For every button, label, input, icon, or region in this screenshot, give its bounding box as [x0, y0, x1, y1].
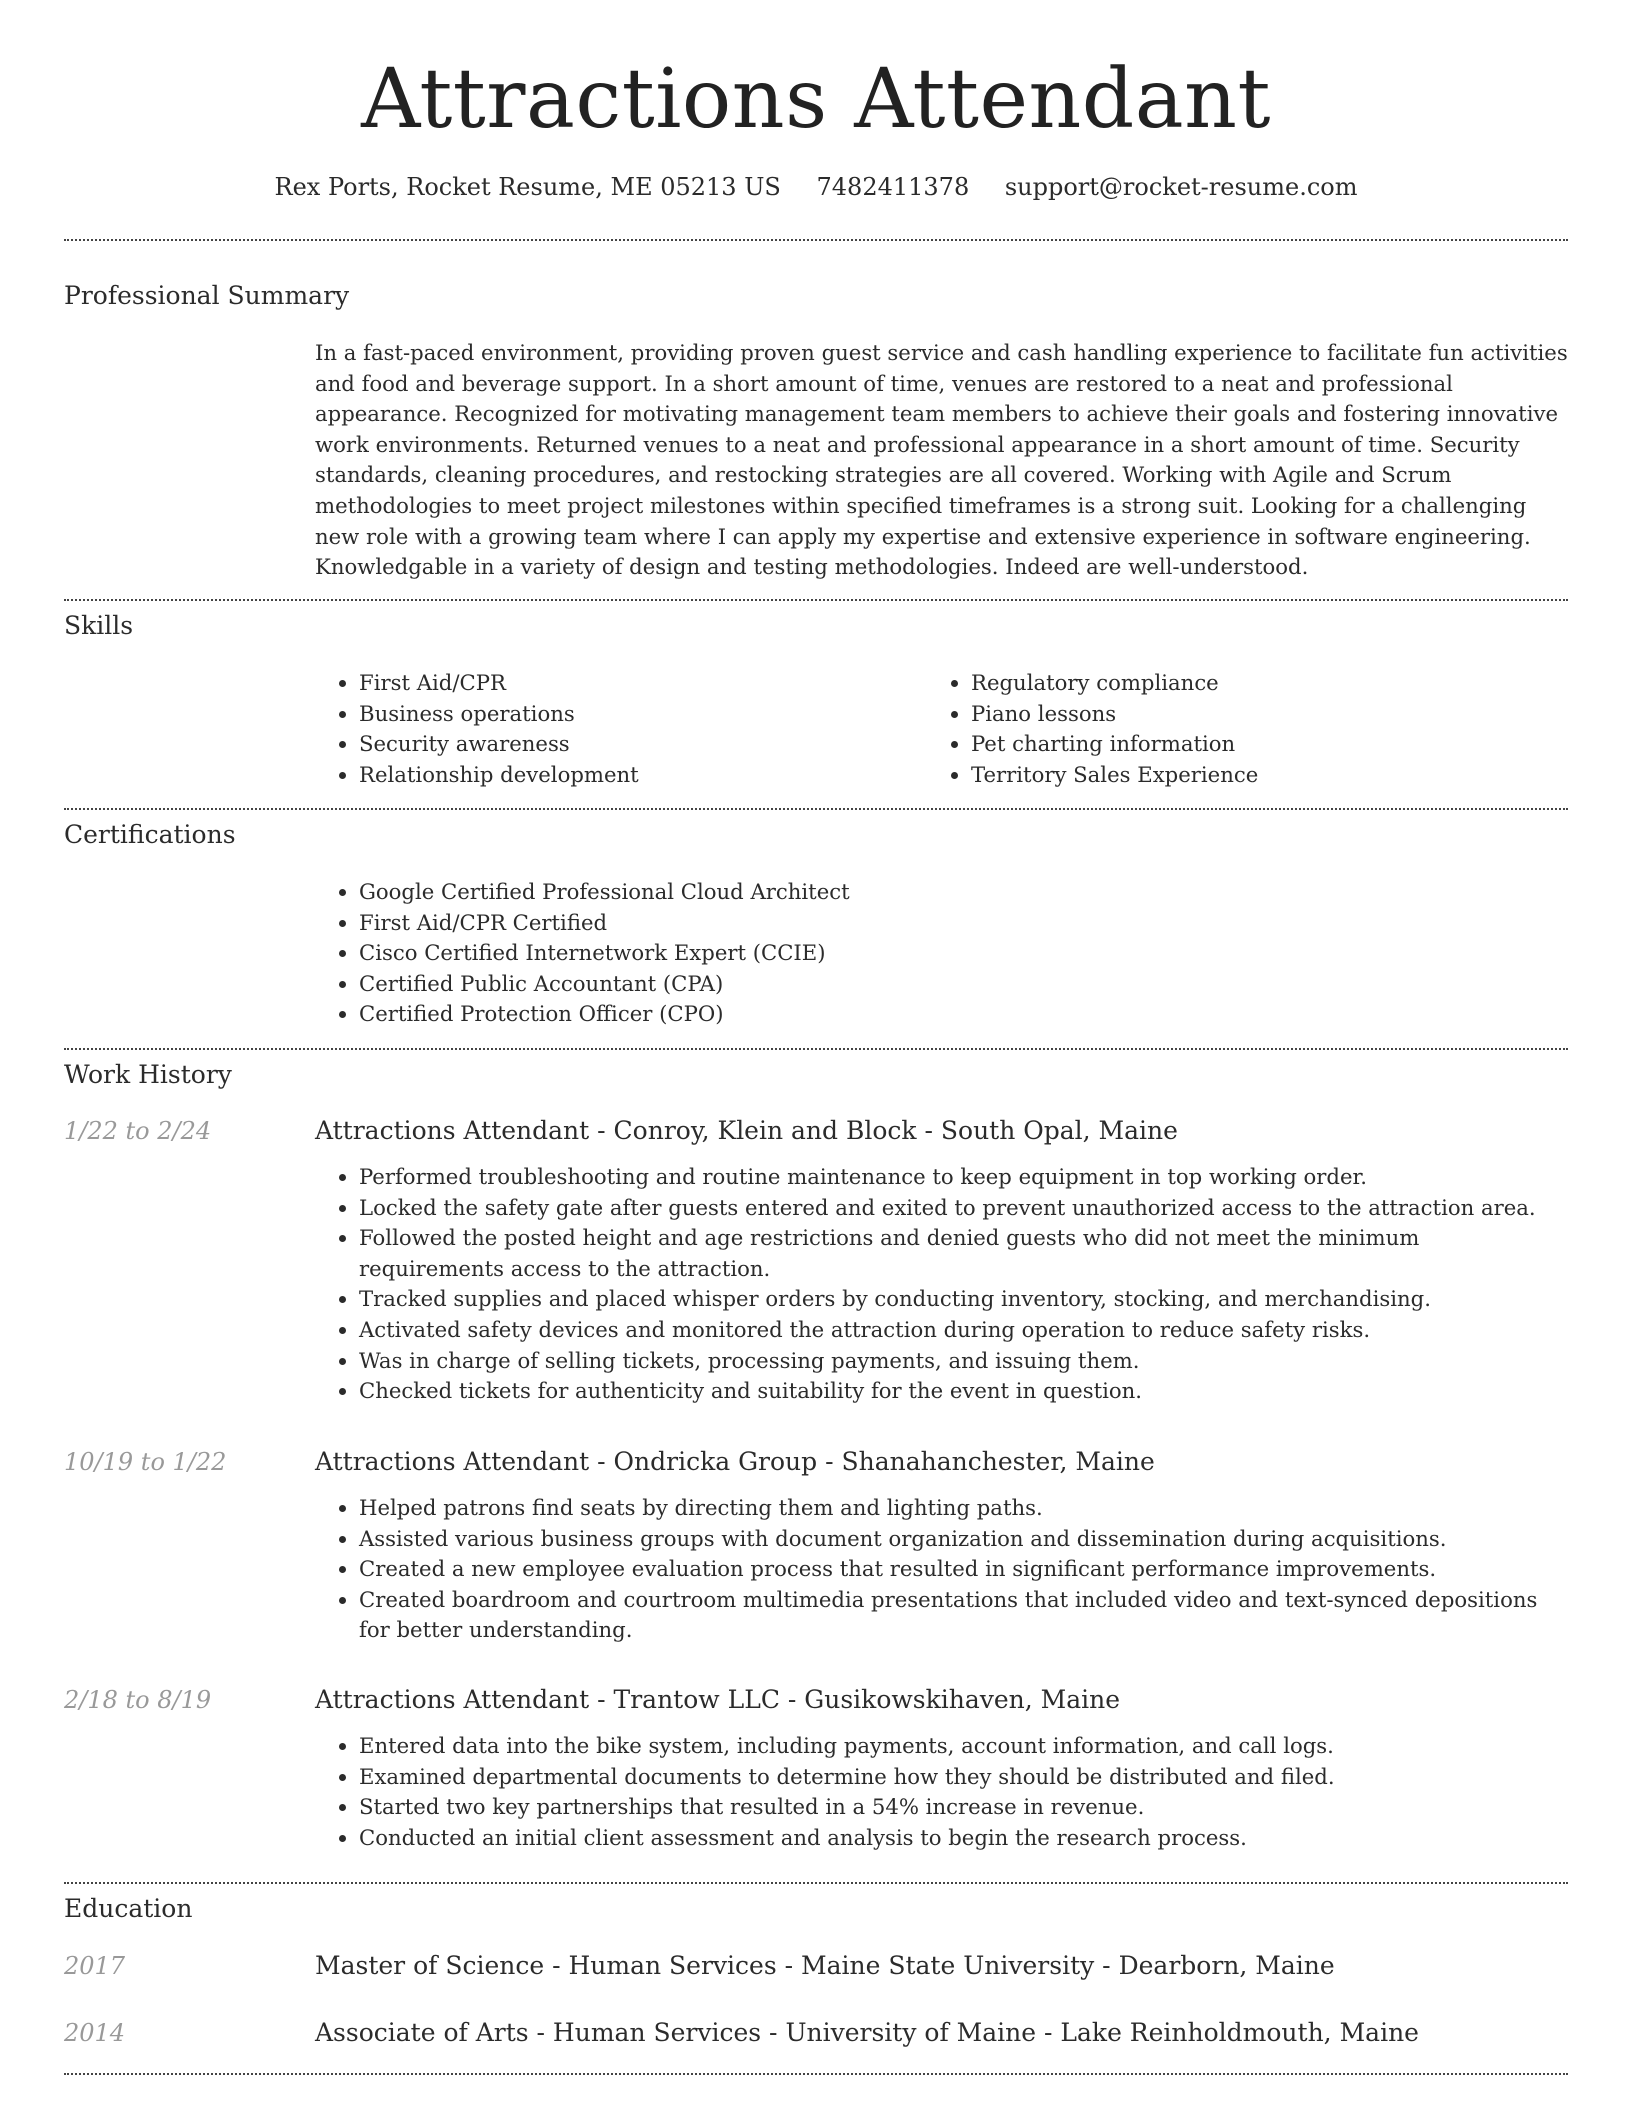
list-item: • Created a new employee evaluation process that resulted in significant performance improvements. [359, 1554, 1568, 1585]
skills-list-right [927, 668, 1527, 790]
divider [64, 1048, 1568, 1050]
education-heading: Associate of Arts - Human Services - University of Maine - Lake Reinholdmouth, Maine [315, 2018, 1419, 2047]
list-item: • Assisted various business groups with document organization and dissemination during acquisitions. [359, 1524, 1568, 1555]
summary-section [64, 280, 1568, 580]
list-item: • Performed troubleshooting and routine maintenance to keep equipment in top working order. [359, 1162, 1568, 1193]
summary-text: In a fast-paced environment, providing proven guest service and cash handling experience to facilitate fun activities and food and beverage support. In a short amount of time, venues are restored to a neat and professional appearance. Recognized for motivating management team members to achieve their goals and fostering innovative work environments. Returned venues to a neat and professional appearance in a short amount of time. Security standards, cleaning procedures, and restocking strategies are all covered. Working with Agile and Scrum methodologies to meet project milestones within specified timeframes is a strong suit. Looking for a challenging new role with a growing team where I can apply my expertise and extensive experience in software engineering. Knowledgable in a variety of design and testing methodologies. Indeed are well-understood. [315, 340, 1568, 580]
list-item: • Activated safety devices and monitored the attraction during operation to reduce safety risks. [359, 1315, 1568, 1346]
job-heading: Attractions Attendant - Ondricka Group - Shanahanchester, Maine [315, 1447, 1155, 1476]
list-item: • Google Certified Professional Cloud Architect [359, 877, 1568, 908]
education-year: 2014 [64, 2019, 126, 2047]
job-heading: Attractions Attendant - Conroy, Klein and Block - South Opal, Maine [315, 1116, 1178, 1145]
education-heading: Master of Science - Human Services - Maine State University - Dearborn, Maine [315, 1951, 1335, 1980]
job-dates: 1/22 to 2/24 [64, 1117, 212, 1145]
list-item: • Certified Protection Officer (CPO) [359, 999, 1568, 1030]
list-item: • Business operations [359, 699, 915, 730]
list-item: • Tracked supplies and placed whisper orders by conducting inventory, stocking, and merchandising. [359, 1284, 1568, 1315]
list-item: • Checked tickets for authenticity and suitability for the event in question. [359, 1376, 1568, 1407]
list-item: • Examined departmental documents to determine how they should be distributed and filed. [359, 1762, 1568, 1793]
divider [64, 808, 1568, 810]
job-dates: 2/18 to 8/19 [64, 1686, 212, 1714]
list-item: • First Aid/CPR [359, 668, 915, 699]
list-item: • Relationship development [359, 760, 915, 791]
list-item: • Regulatory compliance [971, 668, 1527, 699]
job-bullets [315, 1493, 1568, 1646]
resume-name: Attractions Attendant [361, 52, 1271, 147]
list-item: • First Aid/CPR Certified [359, 908, 1568, 939]
job-entry [315, 1115, 1568, 1407]
education-year: 2017 [64, 1952, 126, 1980]
list-item: • Territory Sales Experience [971, 760, 1527, 791]
contact-email: support@rocket-resume.com [1004, 173, 1358, 201]
certifications-list [315, 877, 1568, 1030]
resume-page [64, 0, 1568, 2047]
divider [64, 2073, 1568, 2075]
certifications-title: Certifications [64, 820, 236, 849]
list-item: • Piano lessons [971, 699, 1527, 730]
contact-phone: 7482411378 [816, 173, 970, 201]
contact-address: Rex Ports, Rocket Resume, ME 05213 US [274, 173, 781, 201]
job-bullets [315, 1162, 1568, 1407]
job-heading: Attractions Attendant - Trantow LLC - Gusikowskihaven, Maine [315, 1685, 1121, 1714]
divider [64, 1882, 1568, 1884]
divider [64, 599, 1568, 601]
list-item: • Security awareness [359, 729, 915, 760]
list-item: • Followed the posted height and age restrictions and denied guests who did not meet the minimum requirements access to the attraction. [359, 1223, 1568, 1284]
list-item: • Was in charge of selling tickets, processing payments, and issuing them. [359, 1346, 1568, 1377]
job-dates: 10/19 to 1/22 [64, 1448, 227, 1476]
list-item: • Conducted an initial client assessment and analysis to begin the research process. [359, 1823, 1568, 1854]
skills-list-left [315, 668, 915, 790]
list-item: • Cisco Certified Internetwork Expert (CCIE) [359, 938, 1568, 969]
job-entry [315, 1684, 1568, 1853]
contact-line [64, 171, 1568, 203]
certifications-section [64, 819, 1568, 1027]
list-item: • Pet charting information [971, 729, 1527, 760]
skills-section [64, 610, 1568, 787]
work-title: Work History [64, 1060, 232, 1089]
job-bullets [315, 1731, 1568, 1853]
list-item: • Helped patrons find seats by directing them and lighting paths. [359, 1493, 1568, 1524]
skills-title: Skills [64, 611, 134, 640]
summary-title: Professional Summary [64, 281, 350, 310]
list-item: • Started two key partnerships that resulted in a 54% increase in revenue. [359, 1792, 1568, 1823]
divider [64, 239, 1568, 241]
education-title: Education [64, 1894, 193, 1923]
list-item: • Entered data into the bike system, including payments, account information, and call logs. [359, 1731, 1568, 1762]
list-item: • Certified Public Accountant (CPA) [359, 969, 1568, 1000]
job-entry [315, 1446, 1568, 1646]
work-section [64, 1059, 1568, 1850]
list-item: • Locked the safety gate after guests entered and exited to prevent unauthorized access to the attraction area. [359, 1193, 1568, 1224]
list-item: • Created boardroom and courtroom multimedia presentations that included video and text-synced depositions for better understanding. [359, 1585, 1568, 1646]
education-section [64, 1893, 1568, 2047]
